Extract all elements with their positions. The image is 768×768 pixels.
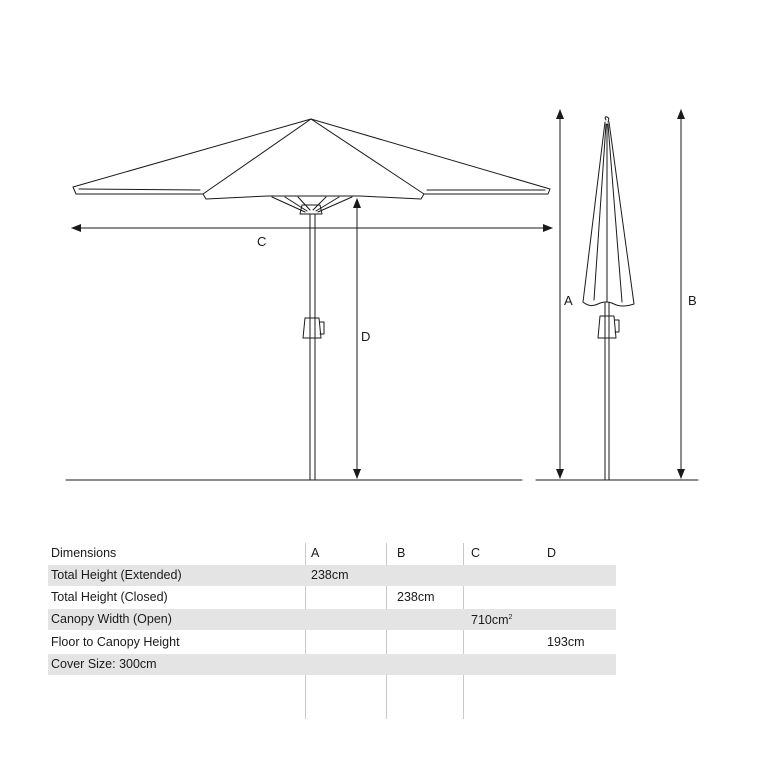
cell-c-value: 710cm: [471, 613, 509, 628]
dimensions-table: [48, 543, 618, 719]
table-row: [48, 609, 616, 630]
table-row: [48, 565, 616, 586]
label-c: C: [257, 234, 267, 249]
header-a: A: [311, 546, 320, 560]
cell-a: 238cm: [311, 568, 349, 582]
row-label: Total Height (Closed): [51, 590, 168, 604]
label-b: B: [688, 293, 697, 308]
cell-b: 238cm: [397, 590, 435, 604]
table-row: [48, 632, 616, 653]
cell-d: 193cm: [547, 635, 585, 649]
header-c: C: [471, 546, 481, 560]
row-label: Floor to Canopy Height: [51, 635, 180, 649]
table-row: [48, 654, 616, 675]
table-header-row: [48, 543, 616, 564]
row-label: Cover Size: 300cm: [51, 657, 157, 671]
cell-c: [471, 607, 512, 631]
open-umbrella-drawing: [73, 119, 550, 480]
header-d: D: [547, 546, 557, 560]
table-row: [48, 587, 616, 608]
row-label: Canopy Width (Open): [51, 612, 172, 626]
label-d: D: [361, 329, 371, 344]
cell-c-superscript: 2: [508, 614, 513, 622]
closed-umbrella-drawing: [583, 117, 634, 480]
header-b: B: [397, 546, 406, 560]
header-dimensions: Dimensions: [51, 546, 117, 560]
label-a: A: [564, 293, 573, 308]
row-label: Total Height (Extended): [51, 568, 182, 582]
